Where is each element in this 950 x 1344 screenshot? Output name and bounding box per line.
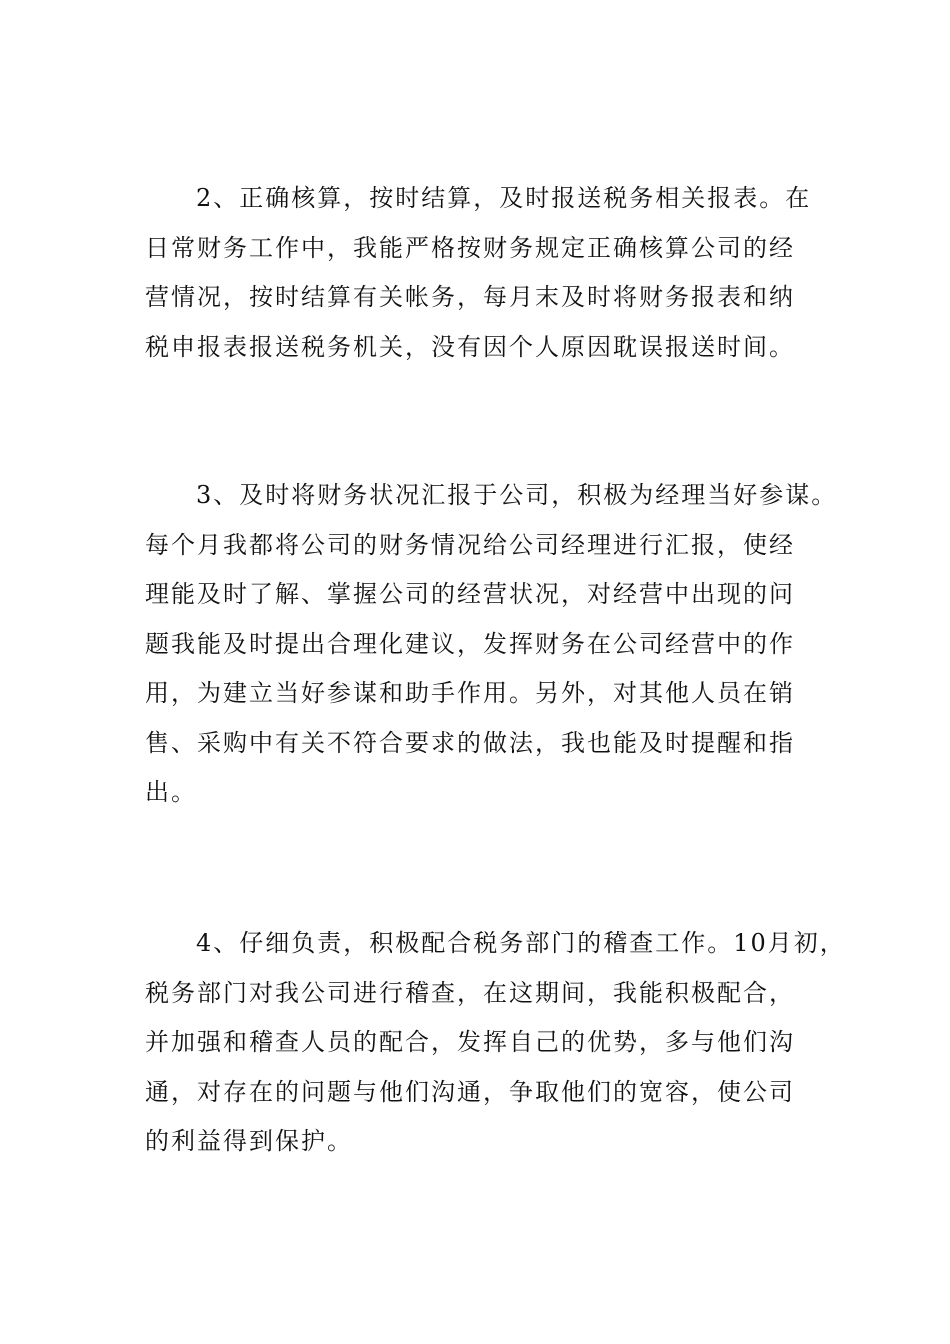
paragraph-item-2 bbox=[145, 174, 825, 372]
paragraph-line: 营情况，按时结算有关帐务，每月末及时将财务报表和纳 bbox=[145, 283, 795, 311]
paragraph-line: 通，对存在的问题与他们沟通，争取他们的宽容，使公司 bbox=[145, 1077, 795, 1106]
paragraph-line: 每个月我都将公司的财务情况给公司经理进行汇报，使经 bbox=[145, 530, 795, 559]
paragraph-line: 的利益得到保护。 bbox=[145, 1127, 353, 1155]
paragraph-line: 题我能及时提出合理化建议，发挥财务在公司经营中的作 bbox=[145, 629, 795, 658]
paragraph-line: 出。 bbox=[145, 778, 197, 806]
paragraph-line: 3、及时将财务状况汇报于公司，积极为经理当好参谋。 bbox=[196, 481, 838, 509]
paragraph-line: 4、仔细负责，积极配合税务部门的稽查工作。10月初， bbox=[196, 929, 846, 957]
paragraph-item-4 bbox=[145, 919, 846, 1167]
paragraph-line: 并加强和稽查人员的配合，发挥自己的优势，多与他们沟 bbox=[145, 1028, 795, 1056]
paragraph-line: 税务部门对我公司进行稽查，在这期间，我能积极配合， bbox=[145, 978, 795, 1007]
paragraph-line: 税申报表报送税务机关，没有因个人原因耽误报送时间。 bbox=[145, 332, 795, 361]
paragraph-line: 理能及时了解、掌握公司的经营状况，对经营中出现的问 bbox=[145, 580, 795, 608]
paragraph-line: 售、采购中有关不符合要求的做法，我也能及时提醒和指 bbox=[145, 728, 795, 757]
paragraph-item-3 bbox=[145, 471, 838, 818]
paragraph-line: 日常财务工作中，我能严格按财务规定正确核算公司的经 bbox=[145, 233, 795, 262]
paragraph-line: 2、正确核算，按时结算，及时报送税务相关报表。在 bbox=[196, 184, 812, 212]
paragraph-line: 用，为建立当好参谋和助手作用。另外，对其他人员在销 bbox=[145, 679, 795, 707]
